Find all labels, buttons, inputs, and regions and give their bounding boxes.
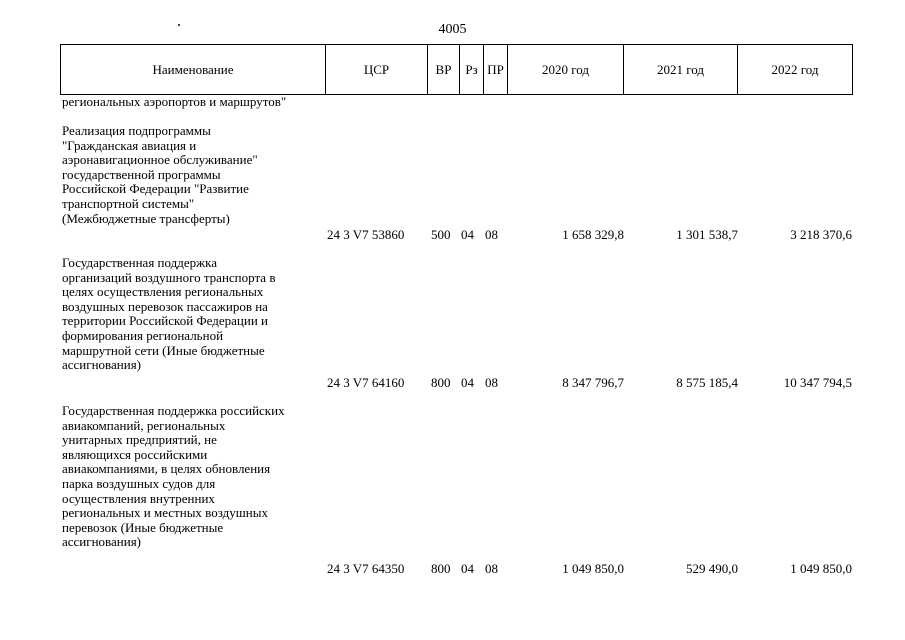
name-line: авиакомпаниями, в целях обновления bbox=[62, 461, 271, 477]
name-line: "Гражданская авиация и bbox=[62, 137, 197, 153]
header-2021: 2021 год bbox=[624, 45, 738, 95]
name-line: Государственная поддержка bbox=[62, 255, 218, 270]
name-line: ассигнования) bbox=[62, 534, 142, 550]
cell-vr: 500 bbox=[431, 227, 451, 242]
header-2020: 2020 год bbox=[508, 45, 624, 95]
cell-rz: 04 bbox=[461, 375, 474, 390]
row-name bbox=[62, 404, 324, 550]
cell-2020: 8 347 796,7 bbox=[562, 375, 624, 390]
cell-2022: 3 218 370,6 bbox=[790, 227, 852, 242]
cell-2021: 8 575 185,4 bbox=[676, 375, 738, 390]
header-2022: 2022 год bbox=[738, 45, 853, 95]
cell-csr: 24 3 V7 64160 bbox=[327, 375, 405, 390]
name-line: являющихся российскими bbox=[62, 446, 208, 462]
cell-vr: 800 bbox=[431, 375, 451, 390]
header-csr: ЦСР bbox=[326, 45, 428, 95]
name-line: авиакомпаний, региональных bbox=[62, 417, 226, 433]
cell-pr: 08 bbox=[485, 227, 498, 242]
name-line: транспортной системы" bbox=[62, 195, 195, 211]
name-line: целях осуществления региональных bbox=[62, 284, 264, 300]
cell-2022: 1 049 850,0 bbox=[790, 561, 852, 576]
cell-2021: 529 490,0 bbox=[686, 561, 738, 576]
cell-2020: 1 658 329,8 bbox=[562, 227, 624, 242]
header-name: Наименование bbox=[61, 45, 326, 95]
name-line: унитарных предприятий, не bbox=[62, 432, 217, 448]
table-header bbox=[60, 44, 853, 95]
cell-vr: 800 bbox=[431, 561, 451, 576]
name-line: осуществления внутренних bbox=[62, 490, 215, 506]
cell-csr: 24 3 V7 64350 bbox=[327, 561, 405, 576]
cell-rz: 04 bbox=[461, 561, 474, 576]
cell-pr: 08 bbox=[485, 375, 498, 390]
row-name bbox=[62, 124, 324, 226]
cell-2021: 1 301 538,7 bbox=[676, 227, 738, 242]
cell-csr: 24 3 V7 53860 bbox=[327, 227, 405, 242]
cell-pr: 08 bbox=[485, 561, 498, 576]
name-line: маршрутной сети (Иные бюджетные bbox=[62, 342, 265, 358]
scan-dot bbox=[178, 24, 180, 26]
cell-rz: 04 bbox=[461, 227, 474, 242]
header-rz: Рз bbox=[460, 45, 484, 95]
name-line: ассигнования) bbox=[62, 357, 142, 373]
continuation-text: региональных аэропортов и маршрутов" bbox=[62, 94, 287, 109]
name-line: (Межбюджетные трансферты) bbox=[62, 210, 230, 226]
row-name bbox=[62, 256, 324, 373]
name-line: парка воздушных судов для bbox=[62, 475, 216, 491]
name-line: Российской Федерации "Развитие bbox=[62, 181, 249, 197]
name-line: территории Российской Федерации и bbox=[62, 313, 269, 329]
header-pr: ПР bbox=[484, 45, 508, 95]
name-line: Государственная поддержка российских bbox=[62, 403, 285, 418]
name-line: воздушных перевозок пассажиров на bbox=[62, 298, 268, 314]
name-line: Реализация подпрограммы bbox=[62, 123, 211, 138]
cell-2022: 10 347 794,5 bbox=[783, 375, 852, 390]
page-number: 4005 bbox=[438, 22, 467, 37]
name-line: формирования региональной bbox=[62, 327, 224, 343]
name-line: региональных и местных воздушных bbox=[62, 505, 268, 521]
name-line: аэронавигационное обслуживание" bbox=[62, 152, 258, 168]
name-line: государственной программы bbox=[62, 166, 221, 182]
header-vr: ВР bbox=[428, 45, 460, 95]
name-line: организаций воздушного транспорта в bbox=[62, 269, 276, 285]
name-line: перевозок (Иные бюджетные bbox=[62, 519, 224, 535]
cell-2020: 1 049 850,0 bbox=[562, 561, 624, 576]
